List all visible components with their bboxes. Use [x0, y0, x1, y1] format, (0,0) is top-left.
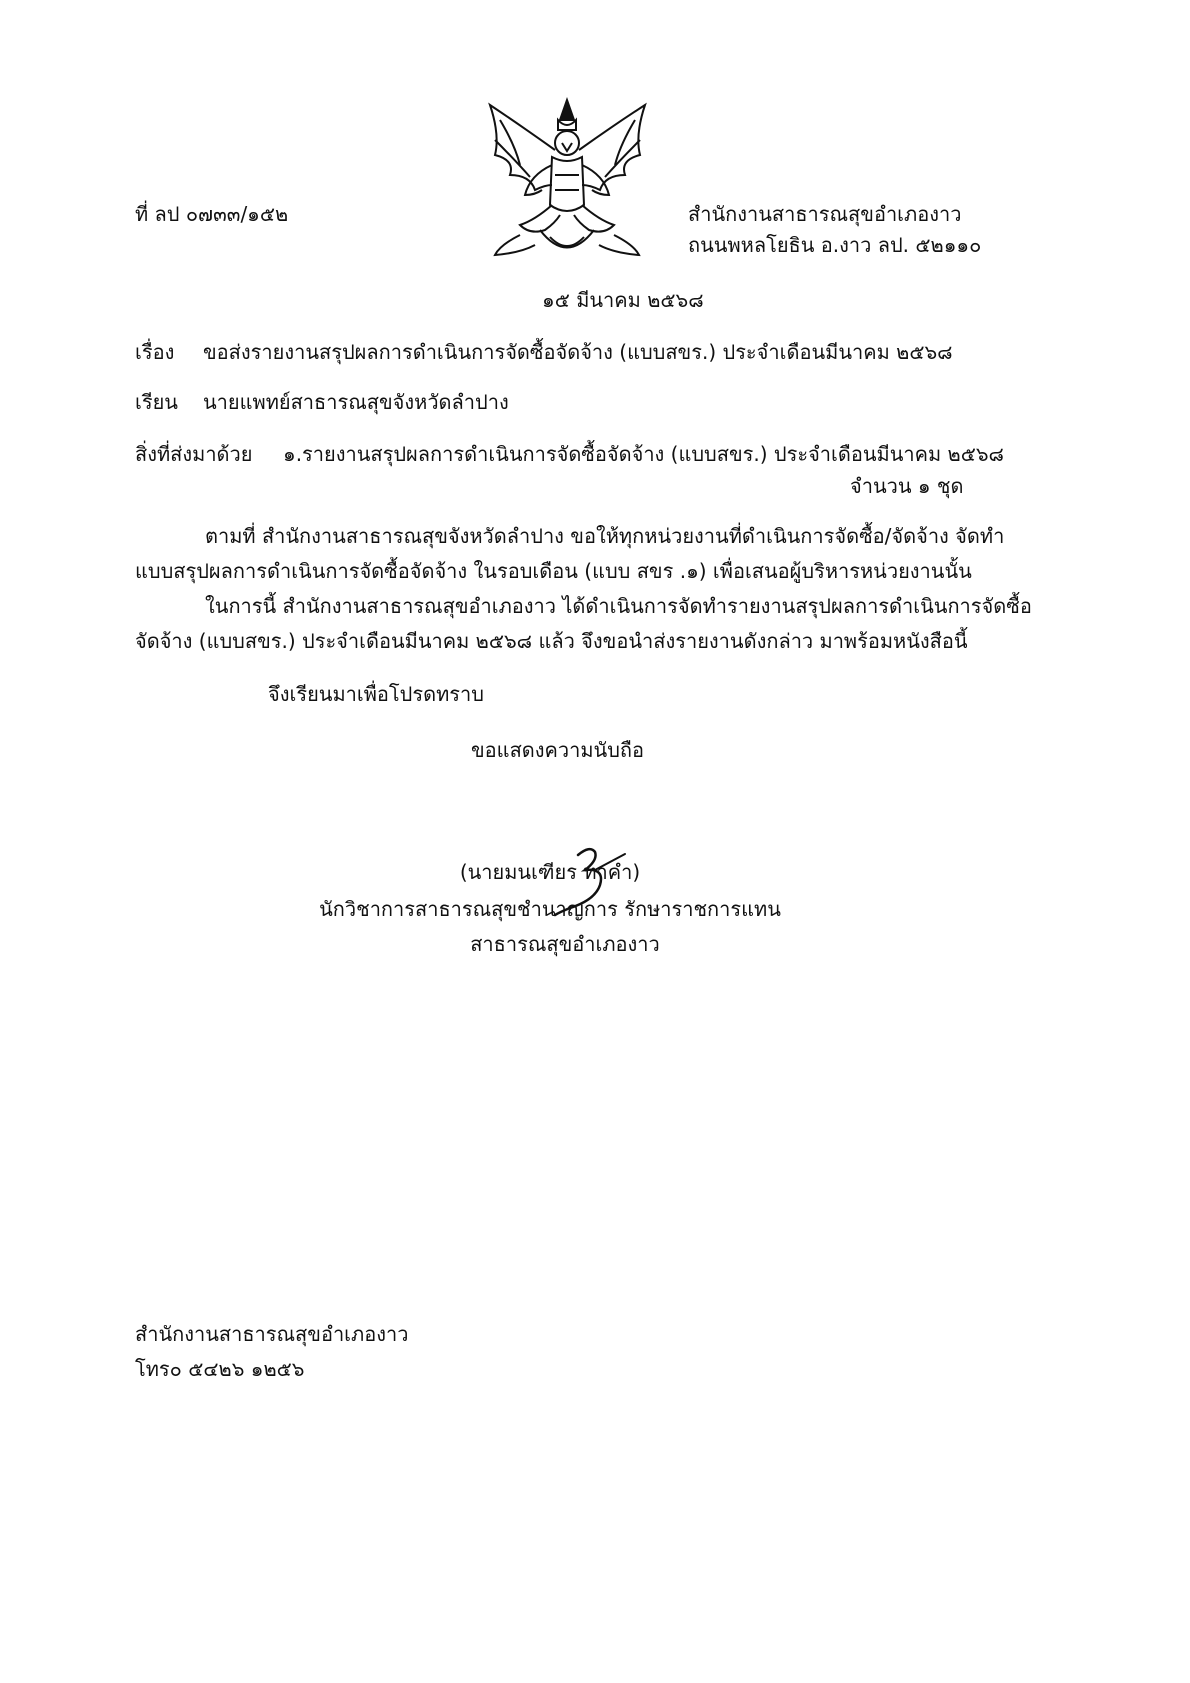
- paragraph-1-line-2: แบบสรุปผลการดำเนินการจัดซื้อจัดจ้าง ในรอบเดือน (แบบ สขร .๑) เพื่อเสนอผู้บริหารหน่วยงานนั้น: [135, 559, 972, 583]
- closing-phrase: จึงเรียนมาเพื่อโปรดทราบ: [268, 682, 484, 706]
- enclosure-quantity: จำนวน ๑ ชุด: [850, 474, 964, 498]
- signatory-position-2: สาธารณสุขอำเภองาว: [470, 932, 660, 956]
- subject-text: ขอส่งรายงานสรุปผลการดำเนินการจัดซื้อจัดจ้าง (แบบสขร.) ประจำเดือนมีนาคม ๒๕๖๘: [203, 340, 953, 364]
- enclosure-text: ๑.รายงานสรุปผลการดำเนินการจัดซื้อจัดจ้าง (แบบสขร.) ประจำเดือนมีนาคม ๒๕๖๘: [283, 442, 1004, 466]
- recipient-label: เรียน: [135, 390, 178, 414]
- paragraph-2-line-1: ในการนี้ สำนักงานสาธารณสุขอำเภองาว ได้ดำเนินการจัดทำรายงานสรุปผลการดำเนินการจัดซื้อ: [205, 594, 1032, 618]
- enclosure-label: สิ่งที่ส่งมาด้วย: [135, 442, 253, 466]
- paragraph-1-line-1: ตามที่ สำนักงานสาธารณสุขจังหวัดลำปาง ขอให้ทุกหน่วยงานที่ดำเนินการจัดซื้อ/จัดจ้าง จัดทำ: [205, 524, 1005, 548]
- footer-office: สำนักงานสาธารณสุขอำเภองาว: [135, 1322, 409, 1346]
- recipient-text: นายแพทย์สาธารณสุขจังหวัดลำปาง: [203, 390, 509, 414]
- footer-phone: โทร๐ ๕๔๒๖ ๑๒๕๖: [135, 1357, 305, 1381]
- office-address: ถนนพหลโยธิน อ.งาว ลป. ๕๒๑๑๐: [688, 233, 982, 257]
- signatory-position: นักวิชาการสาธารณสุขชำนาญการ รักษาราชการแทน: [319, 897, 781, 921]
- paragraph-2-line-2: จัดจ้าง (แบบสขร.) ประจำเดือนมีนาคม ๒๕๖๘ แล้ว จึงขอนำส่งรายงานดังกล่าว มาพร้อมหนังสือนี้: [135, 629, 968, 653]
- subject-label: เรื่อง: [135, 340, 175, 364]
- document-date: ๑๕ มีนาคม ๒๕๖๘: [542, 288, 704, 312]
- regards-text: ขอแสดงความนับถือ: [471, 738, 645, 762]
- signatory-name: (นายมนเฑียร ทาคำ): [459, 860, 641, 884]
- reference-number: ที่ ลป ๐๗๓๓/๑๕๒: [135, 202, 289, 226]
- garuda-emblem-icon: [480, 95, 655, 270]
- office-name: สำนักงานสาธารณสุขอำเภองาว: [688, 202, 962, 226]
